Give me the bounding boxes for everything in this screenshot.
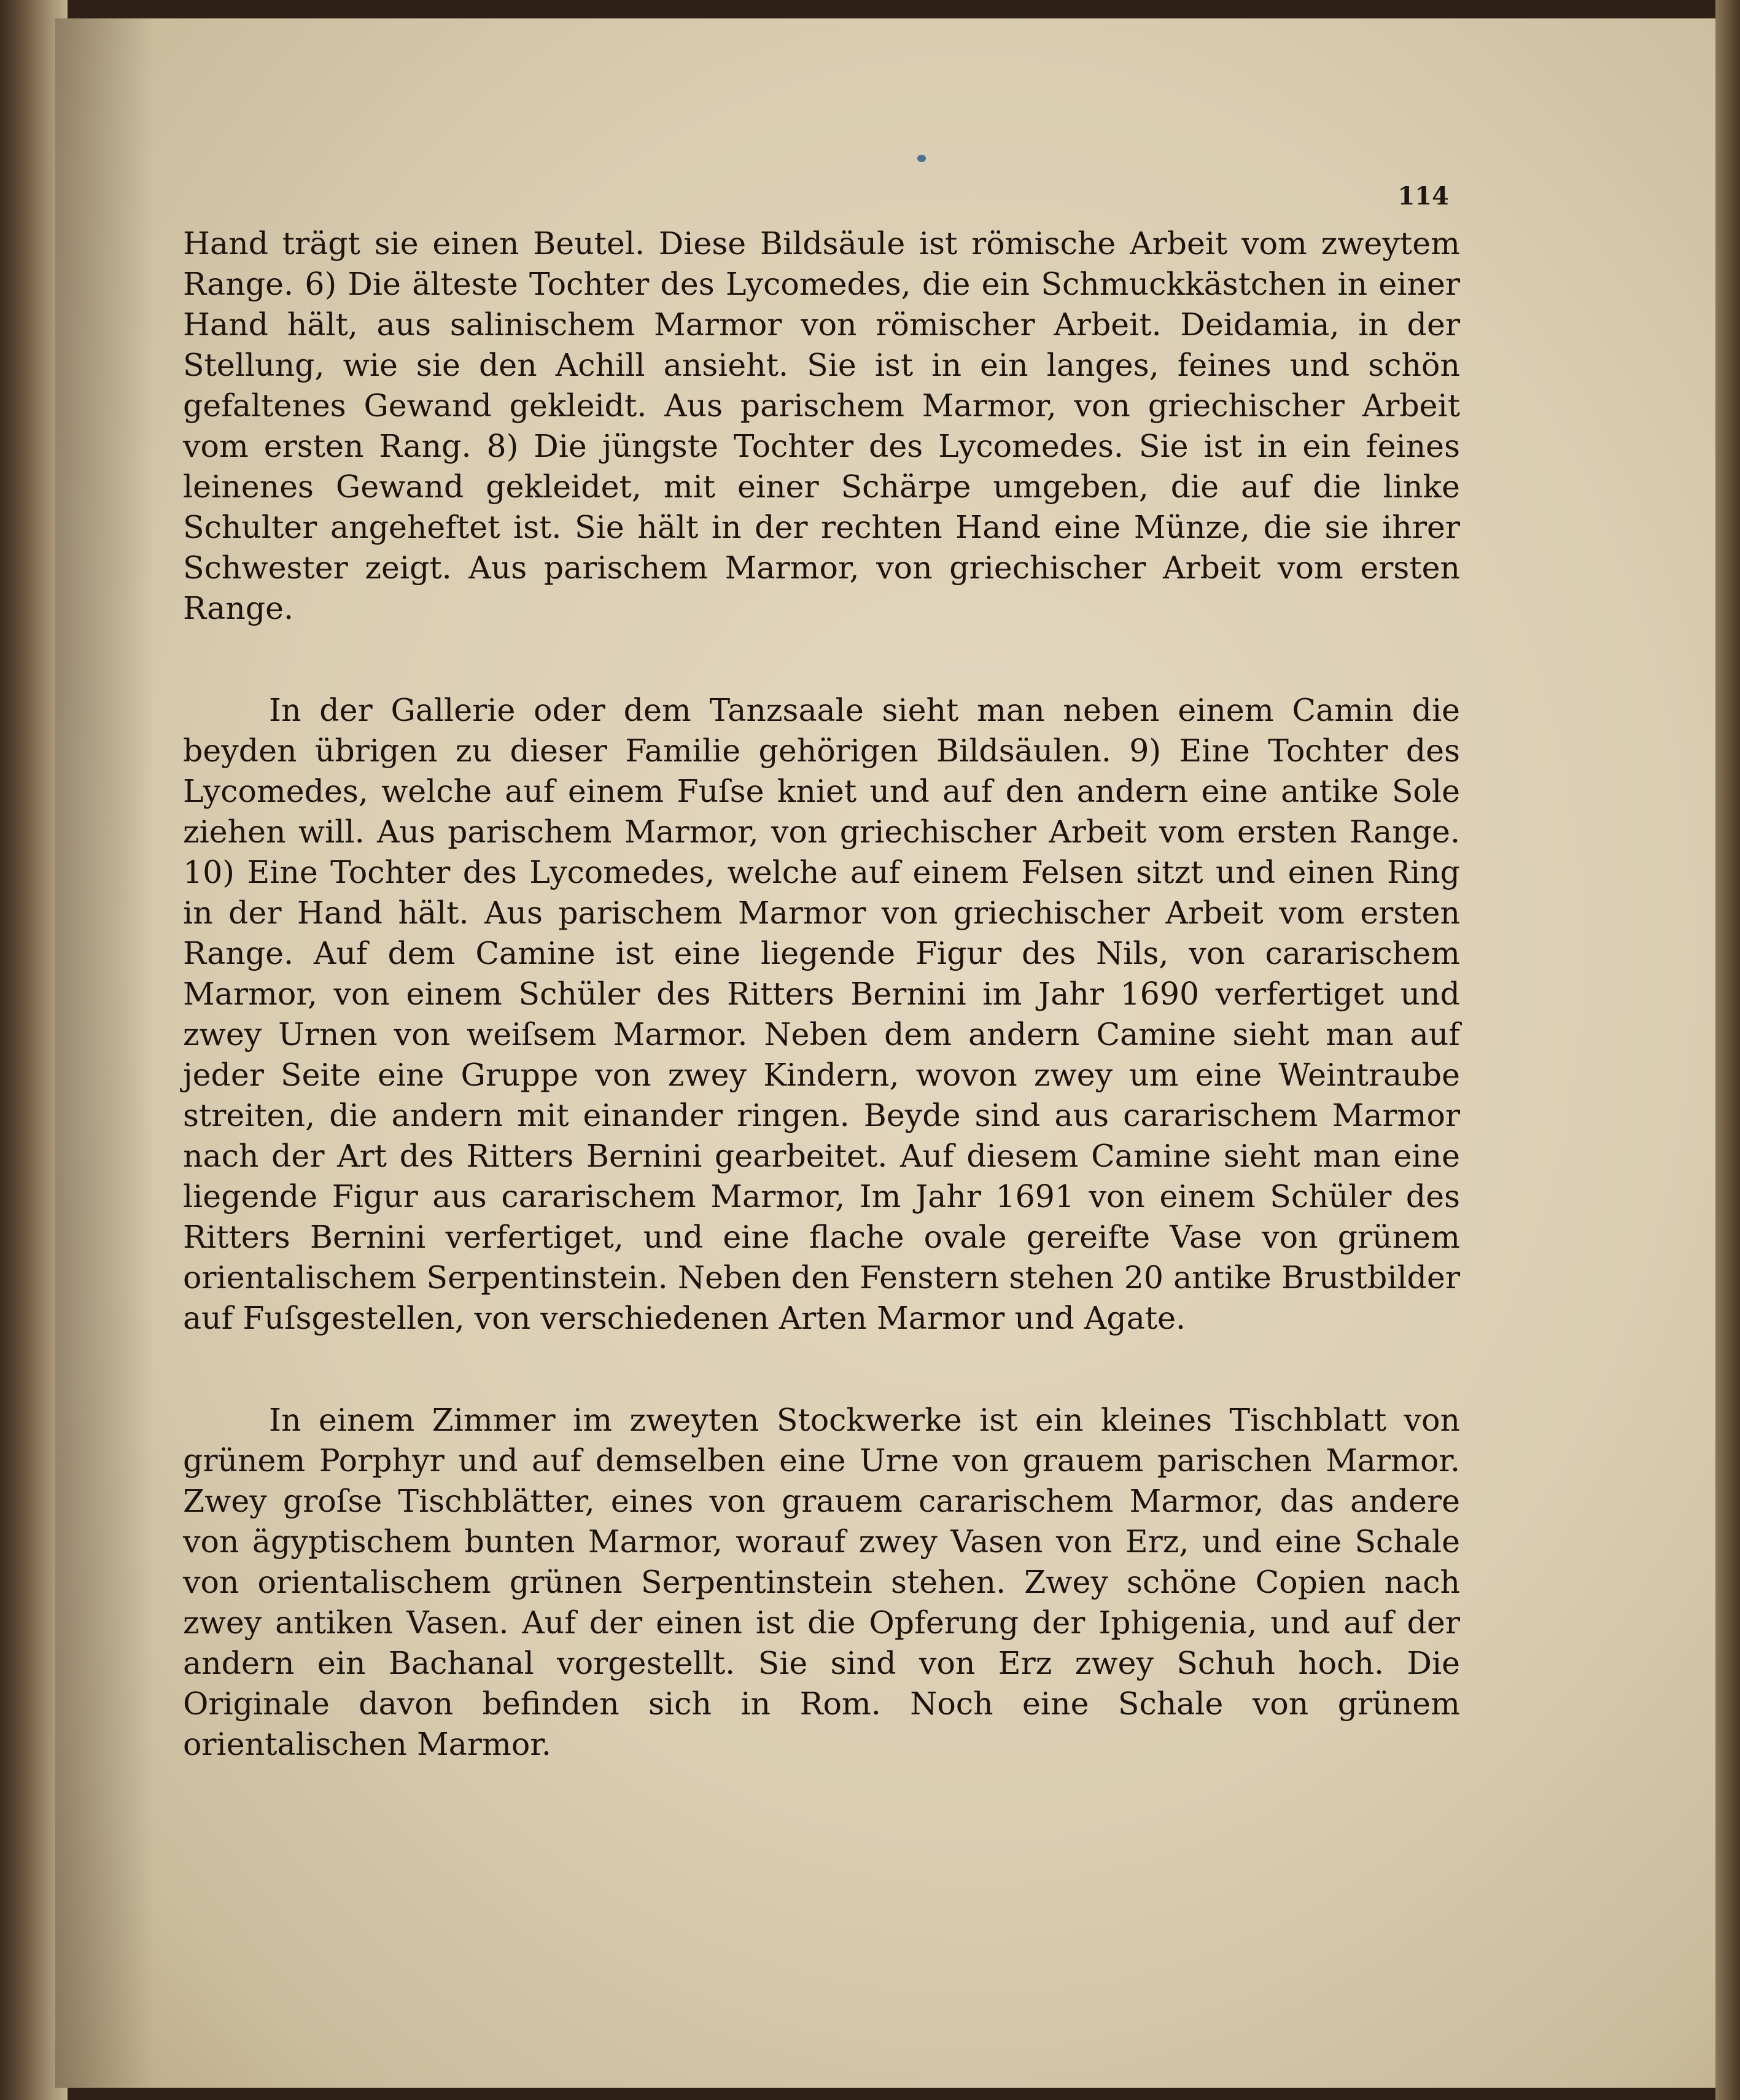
body-text <box>183 224 1460 1765</box>
page-number: 114 <box>1397 182 1449 211</box>
paragraph-2: In der Gallerie oder dem Tanzsaale sieht man neben einem Camin die beyden übrigen zu dieser Familie gehörigen Bildsäulen. 9) Eine Tochter des Lycomedes, welche auf einem Fuſse kniet und auf den andern eine antike Sole ziehen will. Aus parischem Marmor, von griechischer Arbeit vom ersten Range. 10) Eine Tochter des Lycomedes, welche auf einem Felsen sitzt und einen Ring in der Hand hält. Aus parischem Marmor von griechischer Arbeit vom ersten Range. Auf dem Camine ist eine liegende Figur des Nils, von cararischem Marmor, von einem Schüler des Ritters Bernini im Jahr 1690 verfertiget und zwey Urnen von weiſsem Marmor. Neben dem andern Camine sieht man auf jeder Seite eine Gruppe von zwey Kindern, wovon zwey um eine Weintraube streiten, die andern mit einander ringen. Beyde sind aus cararischem Marmor nach der Art des Ritters Bernini gearbeitet. Auf diesem Camine sieht man eine liegende Figur aus cararischem Marmor, Im Jahr 1691 von einem Schüler des Ritters Bernini verfertiget, und eine flache ovale gereifte Vase von grünem orientalischem Serpentinstein. Neben den Fenstern stehen 20 antike Brustbilder auf Fuſsgestellen, von verschiedenen Arten Marmor und Agate. <box>183 692 1460 1336</box>
paragraph-3: In einem Zimmer im zweyten Stockwerke ist ein kleines Tischblatt von grünem Porphyr und auf demselben eine Urne von grauem parischen Marmor. Zwey groſse Tischblätter, eines von grauem cararischem Marmor, das andere von ägyptischem bunten Marmor, worauf zwey Vasen von Erz, und eine Schale von orientalischem grünen Serpentinstein stehen. Zwey schöne Copien nach zwey antiken Vasen. Auf der einen ist die Opferung der Iphigenia, und auf der andern ein Bachanal vorgestellt. Sie sind von Erz zwey Schuh hoch. Die Originale davon befinden sich in Rom. Noch eine Schale von grünem orientalischen Marmor. <box>183 1402 1460 1762</box>
gutter-shadow <box>55 18 153 2088</box>
ink-spot <box>917 155 926 162</box>
paragraph-1: Hand trägt sie einen Beutel. Diese Bildsäule ist römische Arbeit vom zweytem Range. 6) Die älteste Tochter des Lycomedes, die ein Schmuckkästchen in einer Hand hält, aus salinischem Marmor von römischer Arbeit. Deidamia, in der Stellung, wie sie den Achill ansieht. Sie ist in ein langes, feines und schön gefaltenes Gewand gekleidt. Aus parischem Marmor, von griechischer Arbeit vom ersten Rang. 8) Die jüngste Tochter des Lycomedes. Sie ist in ein feines leinenes Gewand gekleidet, mit einer Schärpe umgeben, die auf die linke Schulter angeheftet ist. Sie hält in der rechten Hand eine Münze, die sie ihrer Schwester zeigt. Aus parischem Marmor, von griechischer Arbeit vom ersten Range. <box>183 225 1460 626</box>
page-right-edge <box>1715 0 1740 2100</box>
